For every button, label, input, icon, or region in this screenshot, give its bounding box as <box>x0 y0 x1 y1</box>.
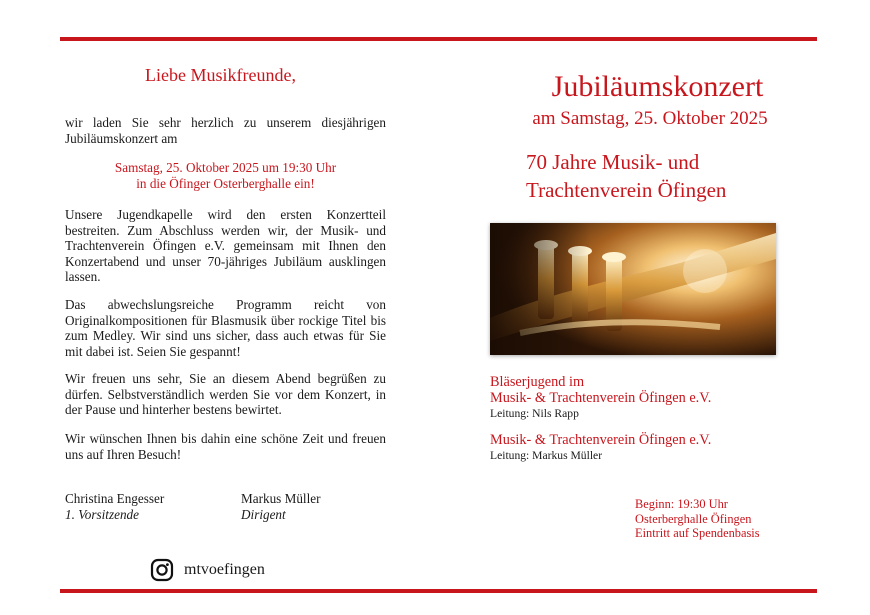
info-venue: Osterberghalle Öfingen <box>635 511 752 526</box>
concert-title: Jubiläumskonzert <box>551 70 764 103</box>
ensemble-main <box>490 432 711 463</box>
event-date-line: Samstag, 25. Oktober 2025 um 19:30 Uhr <box>114 160 337 175</box>
paragraph-program-opening: Unsere Jugendkapelle wird den ersten Konzertteil bestreiten. Zum Abschluss werden wir, der Musik- und Trachtenverein Öfingen e.V. gemeinsam mit Ihnen den Konzertabend und unser 70-jähriges Jubiläum ausklingen lassen. <box>65 207 386 285</box>
trumpet-photo <box>490 223 776 355</box>
event-venue-line: in die Öfinger Osterberghalle ein! <box>136 176 315 191</box>
signature-conductor <box>241 491 320 522</box>
signature-chairwoman <box>65 491 164 522</box>
ensemble-name: Musik- & Trachtenverein Öfingen e.V. <box>490 390 712 406</box>
event-info <box>635 497 760 541</box>
bottom-divider <box>60 589 817 593</box>
paragraph-closing: Wir wünschen Ihnen bis dahin eine schöne Zeit und freuen uns auf Ihren Besuch! <box>65 431 386 462</box>
signature-role: Dirigent <box>241 506 286 522</box>
top-divider <box>60 37 817 41</box>
anniversary-line: 70 Jahre Musik- und <box>526 150 700 174</box>
instagram-link[interactable] <box>150 558 265 582</box>
signature-name: Markus Müller <box>241 491 321 506</box>
info-entry: Eintritt auf Spendenbasis <box>635 526 760 541</box>
ensemble-youth <box>490 374 711 421</box>
info-begin: Beginn: 19:30 Uhr <box>635 497 728 511</box>
instagram-icon <box>150 558 174 582</box>
anniversary-line: Trachtenverein Öfingen <box>526 178 727 202</box>
ensemble-name: Bläserjugend im <box>490 374 585 390</box>
signature-role: 1. Vorsitzende <box>65 506 139 522</box>
ensemble-name: Musik- & Trachtenverein Öfingen e.V. <box>490 432 712 448</box>
greeting: Liebe Musikfreunde, <box>145 65 296 85</box>
paragraph-program-details: Das abwechslungsreiche Programm reicht von Originalkompositionen für Blasmusik über rockige Titel bis zum Medley. Wir sind uns sicher, dass auch etwas für Sie mit dabei ist. Seien Sie gespannt! <box>65 297 386 359</box>
signature-name: Christina Engesser <box>65 491 165 506</box>
concert-date: am Samstag, 25. Oktober 2025 <box>532 108 768 129</box>
ensemble-leader: Leitung: Nils Rapp <box>490 407 579 420</box>
paragraph-welcome: Wir freuen uns sehr, Sie an diesem Abend begrüßen zu dürfen. Selbstverständlich werden Sie vor dem Konzert, in der Pause und hinterher bestens bewirtet. <box>65 371 386 418</box>
intro-paragraph: wir laden Sie sehr herzlich zu unserem diesjährigen Jubiläumskonzert am <box>65 115 386 146</box>
instagram-handle: mtvoefingen <box>184 561 265 578</box>
ensemble-leader: Leitung: Markus Müller <box>490 449 603 462</box>
anniversary-heading <box>526 148 726 204</box>
